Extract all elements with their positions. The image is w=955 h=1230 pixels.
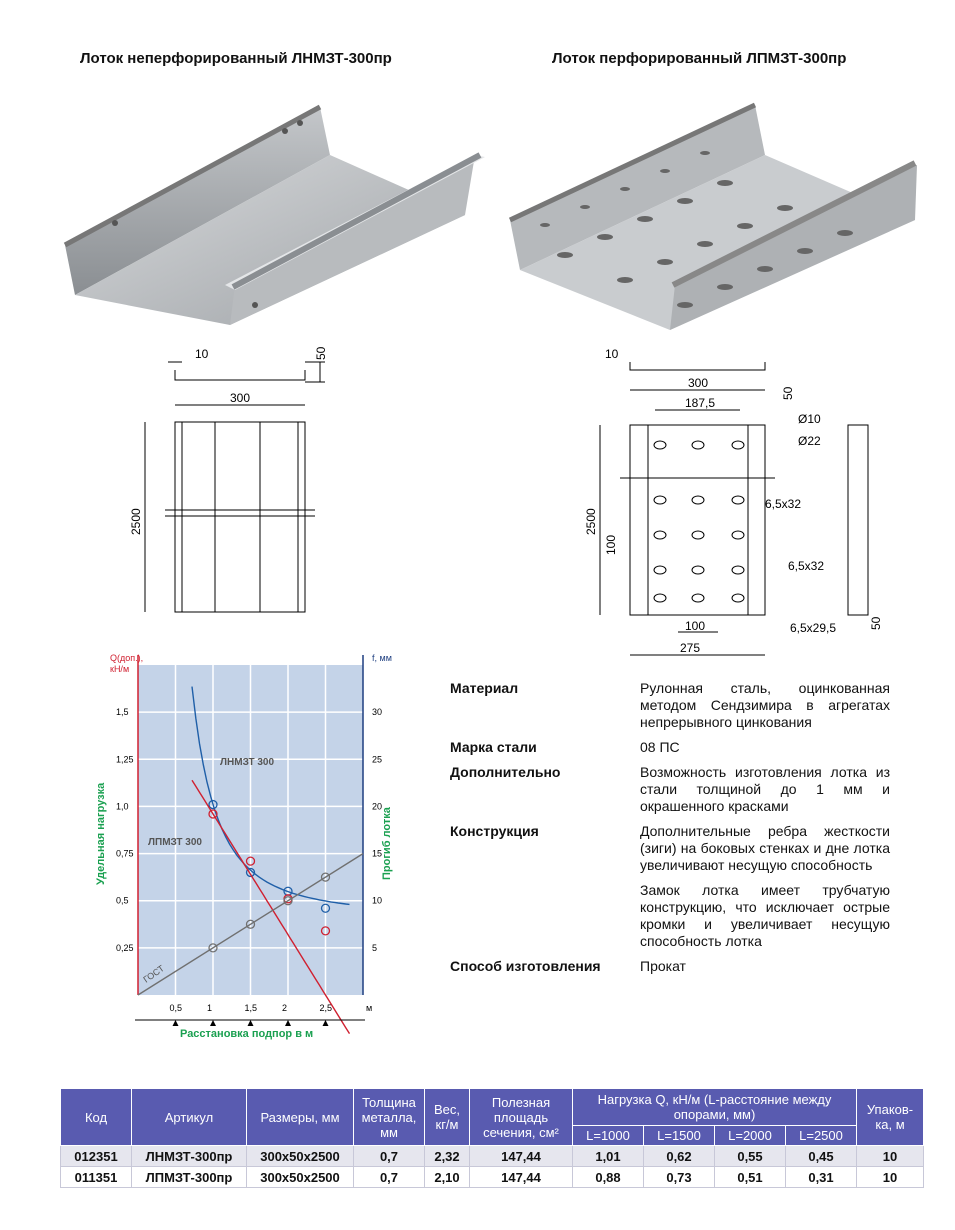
spec-value: Возможность изготовления лотка из стали толщиной до 1 мм и окрашенного красками [640,764,890,814]
table-cell: 0,31 [786,1167,857,1188]
y-right-tick-label: 10 [372,895,383,906]
svg-text:10: 10 [195,347,209,361]
svg-text:6,5x29,5: 6,5x29,5 [790,621,837,635]
spec-row [450,739,890,756]
x-tick-marker [173,1020,179,1026]
th-area: Полезная площадь сечения, см² [470,1089,573,1146]
svg-text:Ø10: Ø10 [798,412,821,426]
th-l1500: L=1500 [644,1126,715,1146]
svg-text:300: 300 [688,376,709,390]
y-left-title: Удельная нагрузка [95,782,107,885]
svg-text:50: 50 [781,386,795,400]
table-cell: 0,51 [715,1167,786,1188]
x-unit: м [366,1003,373,1013]
table-cell: 0,62 [644,1146,715,1167]
spec-value: Прокат [640,958,686,974]
svg-text:Ø22: Ø22 [798,434,821,448]
x-tick-marker [323,1020,329,1026]
table-cell: 300x50x2500 [247,1146,354,1167]
svg-text:50: 50 [869,616,883,630]
svg-text:50: 50 [314,346,328,360]
table-cell: 0,45 [786,1146,857,1167]
th-article: Артикул [132,1089,247,1146]
table-cell: 147,44 [470,1146,573,1167]
svg-text:100: 100 [604,534,618,555]
y-left-tick-label: 0,5 [116,895,129,906]
y-left-label: Q(доп.), [110,653,144,663]
th-thickness: Толщина металла, мм [354,1089,425,1146]
spec-row [450,764,890,815]
x-tick-label: 0,5 [169,1003,183,1013]
table-cell: 0,55 [715,1146,786,1167]
label-lpmzt: ЛПМЗТ 300 [148,837,202,848]
table-cell: 0,73 [644,1167,715,1188]
label-lnmzt: ЛНМЗТ 300 [220,757,275,768]
table-cell: 10 [857,1167,924,1188]
spec-row [450,823,890,874]
th-code: Код [61,1089,132,1146]
table-cell: 0,7 [354,1167,425,1188]
svg-text:187,5: 187,5 [685,396,716,410]
svg-text:6,5x32: 6,5x32 [788,559,825,573]
load-deflection-chart [90,645,400,1045]
y-left-tick-label: 1,5 [116,707,129,718]
x-tick-label: 1 [207,1003,213,1013]
table-cell: 2,10 [425,1167,470,1188]
x-tick-label: 1,5 [244,1003,258,1013]
table-cell: 10 [857,1146,924,1167]
perforated-tray-drawing [570,340,910,660]
perforated-tray-image [505,95,925,335]
y-left-unit: кН/м [110,664,130,674]
svg-text:300: 300 [230,391,251,405]
x-tick-marker [285,1020,291,1026]
svg-text:6,5x32: 6,5x32 [765,497,802,511]
th-load: Нагрузка Q, кН/м (L-расстояние между опорами, мм) [573,1089,857,1126]
spec-label: Конструкция [450,823,539,839]
table-cell: 0,7 [354,1146,425,1167]
y-left-tick-label: 0,25 [116,942,134,953]
x-tick-label: 2,5 [319,1003,333,1013]
table-cell: 2,32 [425,1146,470,1167]
y-left-tick-label: 1,0 [116,801,129,812]
table-cell: 0,88 [573,1167,644,1188]
spec-label [450,882,640,950]
title-left: Лоток неперфорированный ЛНМЗТ-300пр [80,50,392,67]
spec-value: Замок лотка имеет трубчатую конструкцию, что исключает острые кромки и увеличивает несущую способность лотка [640,882,890,949]
spec-value: Рулонная сталь, оцинкованная методом Сендзимира в агрегатах непрерывного цинкования [640,680,890,730]
y-right-title: Прогиб лотка [381,807,393,880]
table-cell: 1,01 [573,1146,644,1167]
spec-label: Материал [450,680,519,696]
svg-text:2500: 2500 [129,508,143,535]
y-right-tick-label: 15 [372,848,383,859]
svg-text:275: 275 [680,641,701,655]
spec-label: Дополнительно [450,764,561,780]
spec-row [450,882,890,950]
x-tick-marker [248,1020,254,1026]
table-row [61,1146,924,1167]
spec-value: 08 ПС [640,739,680,755]
th-l2500: L=2500 [786,1126,857,1146]
specifications [450,680,890,983]
th-l1000: L=1000 [573,1126,644,1146]
y-left-tick-label: 1,25 [116,754,134,765]
y-right-tick-label: 5 [372,942,378,953]
solid-tray-image [55,95,485,335]
spec-label: Способ изготовления [450,958,601,974]
spec-label: Марка стали [450,739,537,755]
svg-text:2500: 2500 [584,508,598,535]
spec-value: Дополнительные ребра жесткости (зиги) на боковых стенках и дне лотка увеличивают несущую способность [640,823,890,873]
svg-text:10: 10 [605,347,619,361]
table-row [61,1167,924,1188]
y-right-tick-label: 20 [372,801,383,812]
product-table [60,1088,924,1188]
y-right-label: f, мм [372,653,392,663]
table-cell: ЛНМЗТ-300пр [132,1146,247,1167]
th-size: Размеры, мм [247,1089,354,1146]
solid-tray-drawing [120,340,360,630]
table-cell: 011351 [61,1167,132,1188]
x-tick-label: 2 [282,1003,288,1013]
table-cell: 147,44 [470,1167,573,1188]
table-cell: 012351 [61,1146,132,1167]
th-pack: Упаков-ка, м [857,1089,924,1146]
x-tick-marker [210,1020,216,1026]
title-right: Лоток перфорированный ЛПМЗТ-300пр [552,50,847,67]
table-cell: ЛПМЗТ-300пр [132,1167,247,1188]
spec-row [450,680,890,731]
th-l2000: L=2000 [715,1126,786,1146]
y-left-tick-label: 0,75 [116,848,134,859]
table-cell: 300x50x2500 [247,1167,354,1188]
th-weight: Вес, кг/м [425,1089,470,1146]
svg-text:100: 100 [685,619,706,633]
spec-row [450,958,890,975]
label-gost: ГОСТ [141,963,167,985]
y-right-tick-label: 30 [372,707,383,718]
y-right-tick-label: 25 [372,754,383,765]
x-axis-title: Расстановка подпор в м [180,1028,314,1040]
